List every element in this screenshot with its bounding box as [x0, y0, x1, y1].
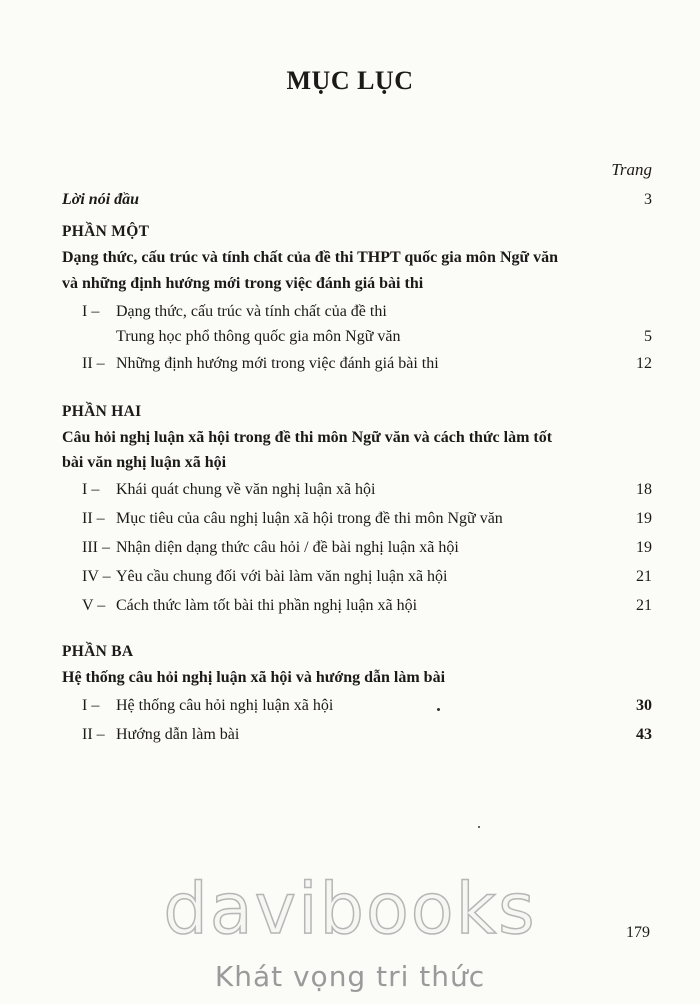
part-1-name: PHẦN MỘT [62, 223, 150, 240]
entry-numeral: IV – [82, 568, 111, 585]
print-speck [478, 826, 480, 828]
entry-numeral: V – [82, 597, 106, 614]
part-2-name: PHẦN HAI [62, 403, 142, 420]
entry-page: 43 [636, 726, 652, 743]
entry-page: 21 [636, 597, 652, 614]
part-2-heading-line-2: bài văn nghị luận xã hội [62, 454, 227, 471]
part-1-heading-line-2: và những định hướng mới trong việc đánh giá bài thi [62, 275, 424, 292]
part-3-name: PHẦN BA [62, 643, 134, 660]
entry-title: Khái quát chung về văn nghị luận xã hội [116, 481, 376, 498]
page-number: 179 [626, 924, 650, 941]
entry-numeral: I – [82, 697, 100, 714]
entry-title-line-1: Dạng thức, cấu trúc và tính chất của đề thi [116, 303, 387, 320]
entry-numeral: II – [82, 355, 105, 372]
page-title: MỤC LỤC [286, 66, 414, 95]
entry-page: 12 [636, 355, 652, 372]
entry-title: Những định hướng mới trong việc đánh giá bài thi [116, 355, 439, 372]
entry-page: 5 [644, 328, 652, 345]
part-1-heading-line-1: Dạng thức, cấu trúc và tính chất của đề thi THPT quốc gia môn Ngữ văn [62, 249, 558, 266]
entry-numeral: I – [82, 481, 100, 498]
entry-page: 19 [636, 510, 652, 527]
entry-numeral: II – [82, 726, 105, 743]
entry-page: 18 [636, 481, 652, 498]
watermark-slogan: Khát vọng tri thức [214, 960, 486, 993]
print-speck [437, 708, 440, 711]
entry-numeral: I – [82, 303, 100, 320]
entry-title: Hướng dẫn làm bài [116, 726, 240, 743]
watermark-brand: davibooks [163, 868, 537, 950]
entry-title: Yêu cầu chung đối với bài làm văn nghị luận xã hội [116, 568, 448, 585]
entry-title: Nhận diện dạng thức câu hỏi / đề bài nghị luận xã hội [116, 539, 459, 556]
entry-title-line-2: Trung học phổ thông quốc gia môn Ngữ văn [116, 328, 401, 345]
preface-label: Lời nói đầu [62, 191, 140, 208]
entry-page: 21 [636, 568, 652, 585]
entry-title: Cách thức làm tốt bài thi phần nghị luận xã hội [116, 597, 418, 614]
page-column-label: Trang [611, 160, 652, 179]
preface-page: 3 [644, 191, 652, 208]
entry-title: Hệ thống câu hỏi nghị luận xã hội [116, 697, 334, 714]
entry-numeral: II – [82, 510, 105, 527]
preface-row [62, 190, 652, 210]
entry-page: 19 [636, 539, 652, 556]
part-2-heading-line-1: Câu hỏi nghị luận xã hội trong đề thi môn Ngữ văn và cách thức làm tốt [62, 429, 553, 446]
entry-page: 30 [636, 697, 652, 714]
part-3-heading-line-1: Hệ thống câu hỏi nghị luận xã hội và hướng dẫn làm bài [62, 669, 446, 686]
entry-title: Mục tiêu của câu nghị luận xã hội trong đề thi môn Ngữ văn [116, 510, 503, 527]
entry-numeral: III – [82, 539, 110, 556]
